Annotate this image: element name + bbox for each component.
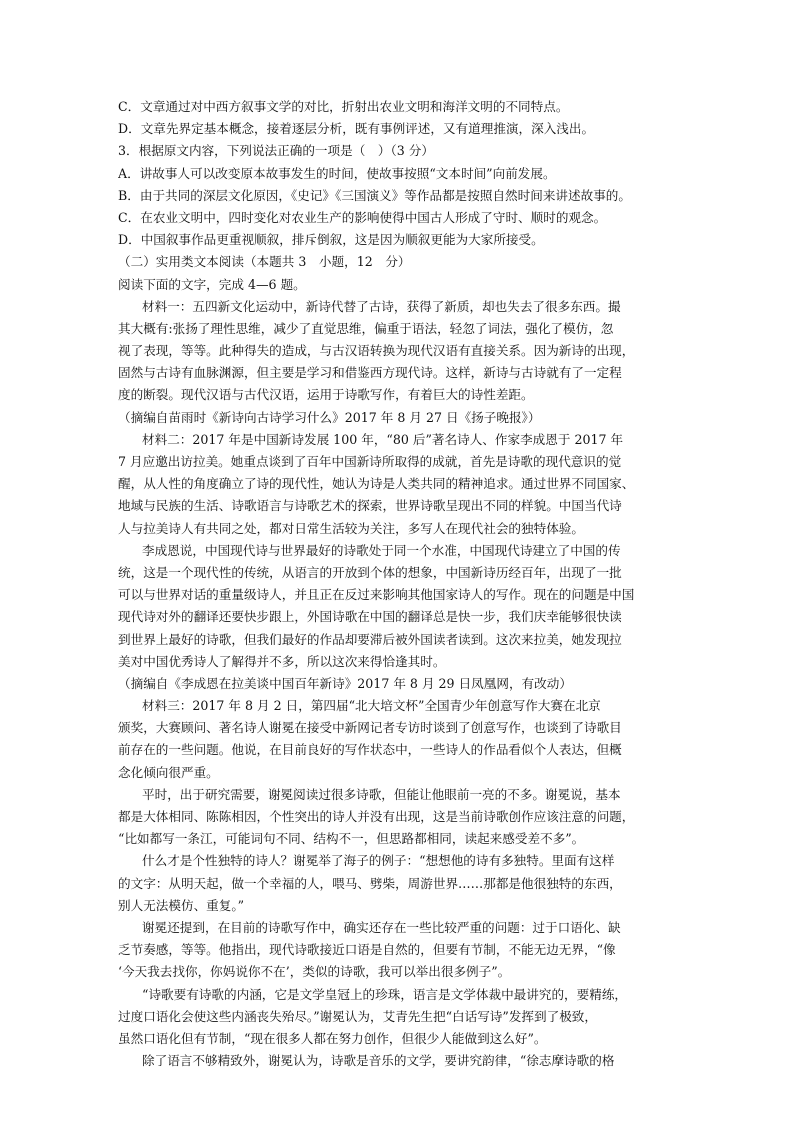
document-page [118, 96, 686, 1072]
text-line: “比如都写一条江，可能词句不同、结构不一，但思路都相同，读起来感受差不多”。 [118, 831, 585, 847]
text-line: “诗歌要有诗歌的内涵，它是文学皇冠上的珍珠，语言是文学体裁中最讲究的，要精练， [142, 986, 628, 1002]
text-line: 材料一：五四新文化运动中，新诗代替了古诗，获得了新质，却也失去了很多东西。撮 [142, 298, 621, 314]
text-line: 念化倾向很严重。 [118, 764, 219, 780]
text-line: 地域与民族的生活、诗歌语言与诗歌艺术的探索，世界诗歌呈现出不同的样貌。中国当代诗 [118, 498, 622, 514]
text-line: 别人无法模仿、重复。” [118, 897, 245, 913]
text-line: 都是大体相同、陈陈相因，个性突出的诗人并没有出现，这是当前诗歌创作应该注意的问题， [118, 809, 635, 824]
text-line: 阅读下面的文字，完成 4—6 题。 [118, 276, 306, 292]
text-line: 除了语言不够精致外，谢冕认为，诗歌是音乐的文学，要讲究韵律，“徐志摩诗歌的格 [142, 1053, 615, 1069]
text-line: 乏节奏感，等等。他指出，现代诗歌接近口语是自然的，但要有节制，不能无边无界，“像 [118, 942, 616, 958]
text-line: 度的断裂。现代汉语与古代汉语，运用于诗歌写作，有着巨大的诗性差距。 [118, 387, 534, 403]
text-line: 其大概有:张扬了理性思维，减少了直觉思维，偏重于语法，轻忽了词法，强化了模仿，忽 [118, 320, 614, 336]
text-line: 颁奖，大赛顾问、著名诗人谢冕在接受中新网记者专访时谈到了创意写作，也谈到了诗歌目 [118, 720, 622, 736]
text-line: 视了表现，等等。此种得失的造成，与古汉语转换为现代汉语有直接关系。因为新诗的出现， [118, 343, 635, 359]
text-line: 李成恩说，中国现代诗与世界最好的诗歌处于同一个水准，中国现代诗建立了中国的传 [142, 542, 621, 558]
text-line: 到世界上最好的诗歌，但我们最好的作品却要滞后被外国读者读到。这次来拉美，她发现拉 [118, 631, 622, 647]
text-line: 醒，从人性的角度确立了诗的现代性，她认为诗是人类共同的精神追求。通过世界不同国家、 [118, 476, 635, 492]
text-line: 虽然口语化但有节制，“现在很多人都在努力创作，但很少人能做到这么好”。 [118, 1030, 547, 1046]
text-line: 材料二：2017 年是中国新诗发展 100 年，“80 后”著名诗人、作家李成恩于 2017 年 [142, 431, 624, 447]
text-line: 人与拉美诗人有共同之处，都对日常生活较为关注，多写人在现代社会的独特体验。 [118, 520, 584, 536]
text-line: 现代诗对外的翻译还要快步跟上，外国诗歌在中国的翻译总是快一步，我们庆幸能够很快读 [118, 609, 622, 625]
text-line: B．由于共同的深层文化原因，《史记》《三国演义》等作品都是按照自然时间来讲述故事的。 [118, 187, 631, 203]
text-line: C．在农业文明中，四时变化对农业生产的影响使得中国古人形成了守时、顺时的观念。 [118, 209, 607, 225]
text-line: 美对中国优秀诗人了解得并不多，所以这次来得恰逢其时。 [118, 653, 446, 669]
text-line: 材料三：2017 年 8 月 2 日，第四届“北大培文杯”全国青少年创意写作大赛在北京 [142, 698, 601, 714]
text-line: A．讲故事人可以改变原本故事发生的时间，使故事按照“文本时间”向前发展。 [118, 165, 556, 181]
text-line: ‘今天我去找你，你妈说你不在’，类似的诗歌，我可以举出很多例子”。 [118, 964, 511, 980]
text-line: 什么才是个性独特的诗人？谢冕举了海子的例子：“想想他的诗有多独特。里面有这样 [142, 853, 615, 869]
text-line: （摘编自《李成恩在拉美谈中国百年新诗》2017 年 8 月 29 日凤凰网，有改动） [118, 675, 572, 691]
text-line: 过度口语化会使这些内涵丧失殆尽。”谢冕认为，艾青先生把“白话写诗”发挥到了极致， [118, 1008, 597, 1024]
text-line: D．中国叙事作品更重视顺叙，排斥倒叙，这是因为顺叙更能为大家所接受。 [118, 232, 544, 248]
text-line: 前存在的一些问题。他说，在目前良好的写作状态中，一些诗人的作品看似个人表达，但概 [118, 742, 622, 758]
text-line: 3．根据原文内容，下列说法正确的一项是（ ）（3 分） [118, 143, 434, 159]
text-line: 统，这是一个现代性的传统，从语言的开放到个体的想象，中国新诗历经百年，出现了一批 [118, 564, 622, 580]
text-line: 的文字：从明天起，做一个幸福的人，喂马、劈柴，周游世界……那都是他很独特的东西， [118, 875, 622, 891]
text-line: 固然与古诗有血脉渊源，但主要是学习和借鉴西方现代诗。这样，新诗与古诗就有了一定程 [118, 365, 622, 381]
text-line: 7 月应邀出访拉美。她重点谈到了百年中国新诗所取得的成就，首先是诗歌的现代意识的觉 [118, 454, 622, 469]
text-line: 可以与世界对话的重量级诗人，并且正在反过来影响其他国家诗人的写作。现在的问题是中国 [118, 587, 635, 603]
text-line: （二）实用类文本阅读（本题共 3 小题，12 分） [118, 254, 411, 270]
text-line: C．文章通过对中西方叙事文学的对比，折射出农业文明和海洋文明的不同特点。 [118, 99, 569, 114]
text-line: 谢冕还提到，在目前的诗歌写作中，确实还存在一些比较严重的问题：过于口语化、缺 [142, 919, 621, 935]
text-line: （摘编自苗雨时《新诗向古诗学习什么》2017 年 8 月 27 日《扬子晚报》） [118, 409, 541, 425]
text-line: D．文章先界定基本概念，接着逐层分析，既有事例评述，又有道理推演，深入浅出。 [118, 121, 595, 137]
text-line: 平时，出于研究需要，谢冕阅读过很多诗歌，但能让他眼前一亮的不多。谢冕说，基本 [142, 786, 621, 802]
